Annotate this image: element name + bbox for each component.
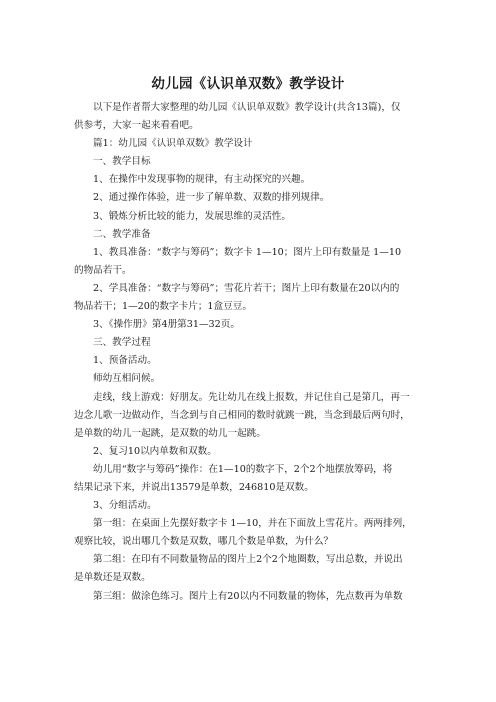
document-body	[74, 99, 422, 606]
text-line: 3、《操作册》第4册第31—32页。	[93, 319, 240, 331]
text-line: 师幼互相问候。	[93, 373, 161, 385]
text-line: 1、预备活动。	[93, 355, 157, 367]
text-line: 边念儿歌一边做动作，当念到与自己相同的数时就跳一跳，当念到最后两句时，	[74, 409, 410, 421]
text-line: 三、教学过程	[93, 337, 151, 349]
text-line: 2、学具准备：“数字与筹码”；雪花片若干；图片上印有数量在20以内的	[93, 282, 400, 294]
text-line: 一、教学目标	[93, 156, 151, 168]
text-line: 第三组：做涂色练习。图片上有20以内不同数量的物体，先点数再为单数	[93, 590, 403, 602]
text-line: 1、在操作中发现事物的规律，有主动探究的兴趣。	[93, 174, 311, 186]
text-line: 第二组：在印有不同数量物品的图片上2个2个地圈数，写出总数，并说出	[93, 554, 403, 566]
text-line: 以下是作者帮大家整理的幼儿园《认识单双数》教学设计(共含13篇)，仅	[93, 102, 401, 113]
text-line: 2、复习10以内单数和双数。	[93, 445, 217, 457]
text-line: 2、通过操作体验，进一步了解单数、双数的排列规律。	[93, 192, 330, 204]
text-line: 二、教学准备	[93, 228, 151, 240]
document-title: 幼儿园《认识单双数》教学设计	[151, 76, 345, 92]
text-line: 结果记录下来，并说出13579是单数，246810是双数。	[74, 481, 314, 493]
text-line: 篇1：幼儿园《认识单双数》教学设计	[93, 138, 253, 150]
text-line: 走线，线上游戏：好朋友。先让幼儿在线上报数，并记住自己是第几，再一	[93, 391, 410, 403]
text-line: 观察比较，说出哪几个数是双数，哪几个数是单数，为什么？	[74, 536, 334, 548]
text-line: 的物品若干。	[74, 264, 132, 276]
text-line: 供参考，大家一起来看看吧。	[74, 120, 199, 132]
text-line: 物品若干；1—20的数字卡片；1盒豆豆。	[74, 301, 252, 313]
text-line: 1、教具准备：“数字与筹码”；数字卡 1—10；图片上印有数量是 1—10	[93, 246, 402, 258]
text-line: 3、分组活动。	[93, 500, 157, 512]
text-line: 第一组：在桌面上先摆好数字卡 1—10，并在下面放上雪花片。两两排列，	[93, 518, 412, 530]
text-line: 是单数的幼儿一起跳，是双数的幼儿一起跳。	[74, 427, 266, 439]
text-line: 是单数还是双数。	[74, 572, 151, 584]
text-line: 幼儿用“数字与筹码”操作：在1—10的数字下，2个2个地摆放筹码，将	[93, 463, 393, 475]
text-line: 3、锻炼分析比较的能力，发展思维的灵活性。	[93, 210, 291, 222]
